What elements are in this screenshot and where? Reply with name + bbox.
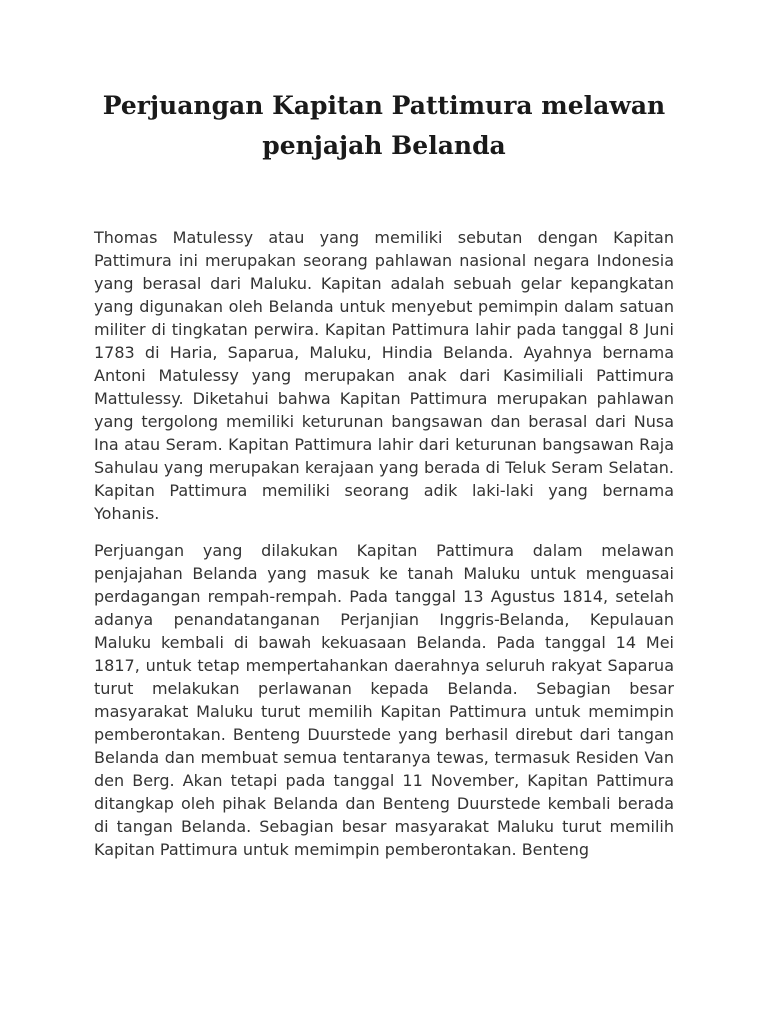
paragraph-2: Perjuangan yang dilakukan Kapitan Pattimura dalam melawan penjajahan Belanda yang masuk ke tanah Maluku untuk menguasai perdagangan rempah-rempah. Pada tanggal 13 Agustus 1814, setelah adanya penandatanganan Perjanjian Inggris-Belanda, Kepulauan Maluku kembali di bawah kekuasaan Belanda. Pada tanggal 14 Mei 1817, untuk tetap mempertahankan daerahnya seluruh rakyat Saparua turut melakukan perlawanan kepada Belanda. Sebagian besar masyarakat Maluku turut memilih Kapitan Pattimura untuk memimpin pemberontakan. Benteng Duurstede yang berhasil direbut dari tangan Belanda dan membuat semua tentaranya tewas, termasuk Residen Van den Berg. Akan tetapi pada tanggal 11 November, Kapitan Pattimura ditangkap oleh pihak Belanda dan Benteng Duurstede kembali berada di tangan Belanda. Sebagian besar masyarakat Maluku turut memilih Kapitan Pattimura untuk memimpin pemberontakan. Benteng	[94, 541, 674, 859]
document-body	[94, 226, 674, 875]
document-title: Perjuangan Kapitan Pattimura melawan penjajah Belanda	[102, 91, 666, 160]
paragraph-1: Thomas Matulessy atau yang memiliki sebutan dengan Kapitan Pattimura ini merupakan seorang pahlawan nasional negara Indonesia yang berasal dari Maluku. Kapitan adalah sebuah gelar kepangkatan yang digunakan oleh Belanda untuk menyebut pemimpin dalam satuan militer di tingkatan perwira. Kapitan Pattimura lahir pada tanggal 8 Juni 1783 di Haria, Saparua, Maluku, Hindia Belanda. Ayahnya bernama Antoni Matulessy yang merupakan anak dari Kasimiliali Pattimura Mattulessy. Diketahui bahwa Kapitan Pattimura merupakan pahlawan yang tergolong memiliki keturunan bangsawan dan berasal dari Nusa Ina atau Seram. Kapitan Pattimura lahir dari keturunan bangsawan Raja Sahulau yang merupakan kerajaan yang berada di Teluk Seram Selatan. Kapitan Pattimura memiliki seorang adik laki-laki yang bernama Yohanis.	[94, 228, 674, 523]
